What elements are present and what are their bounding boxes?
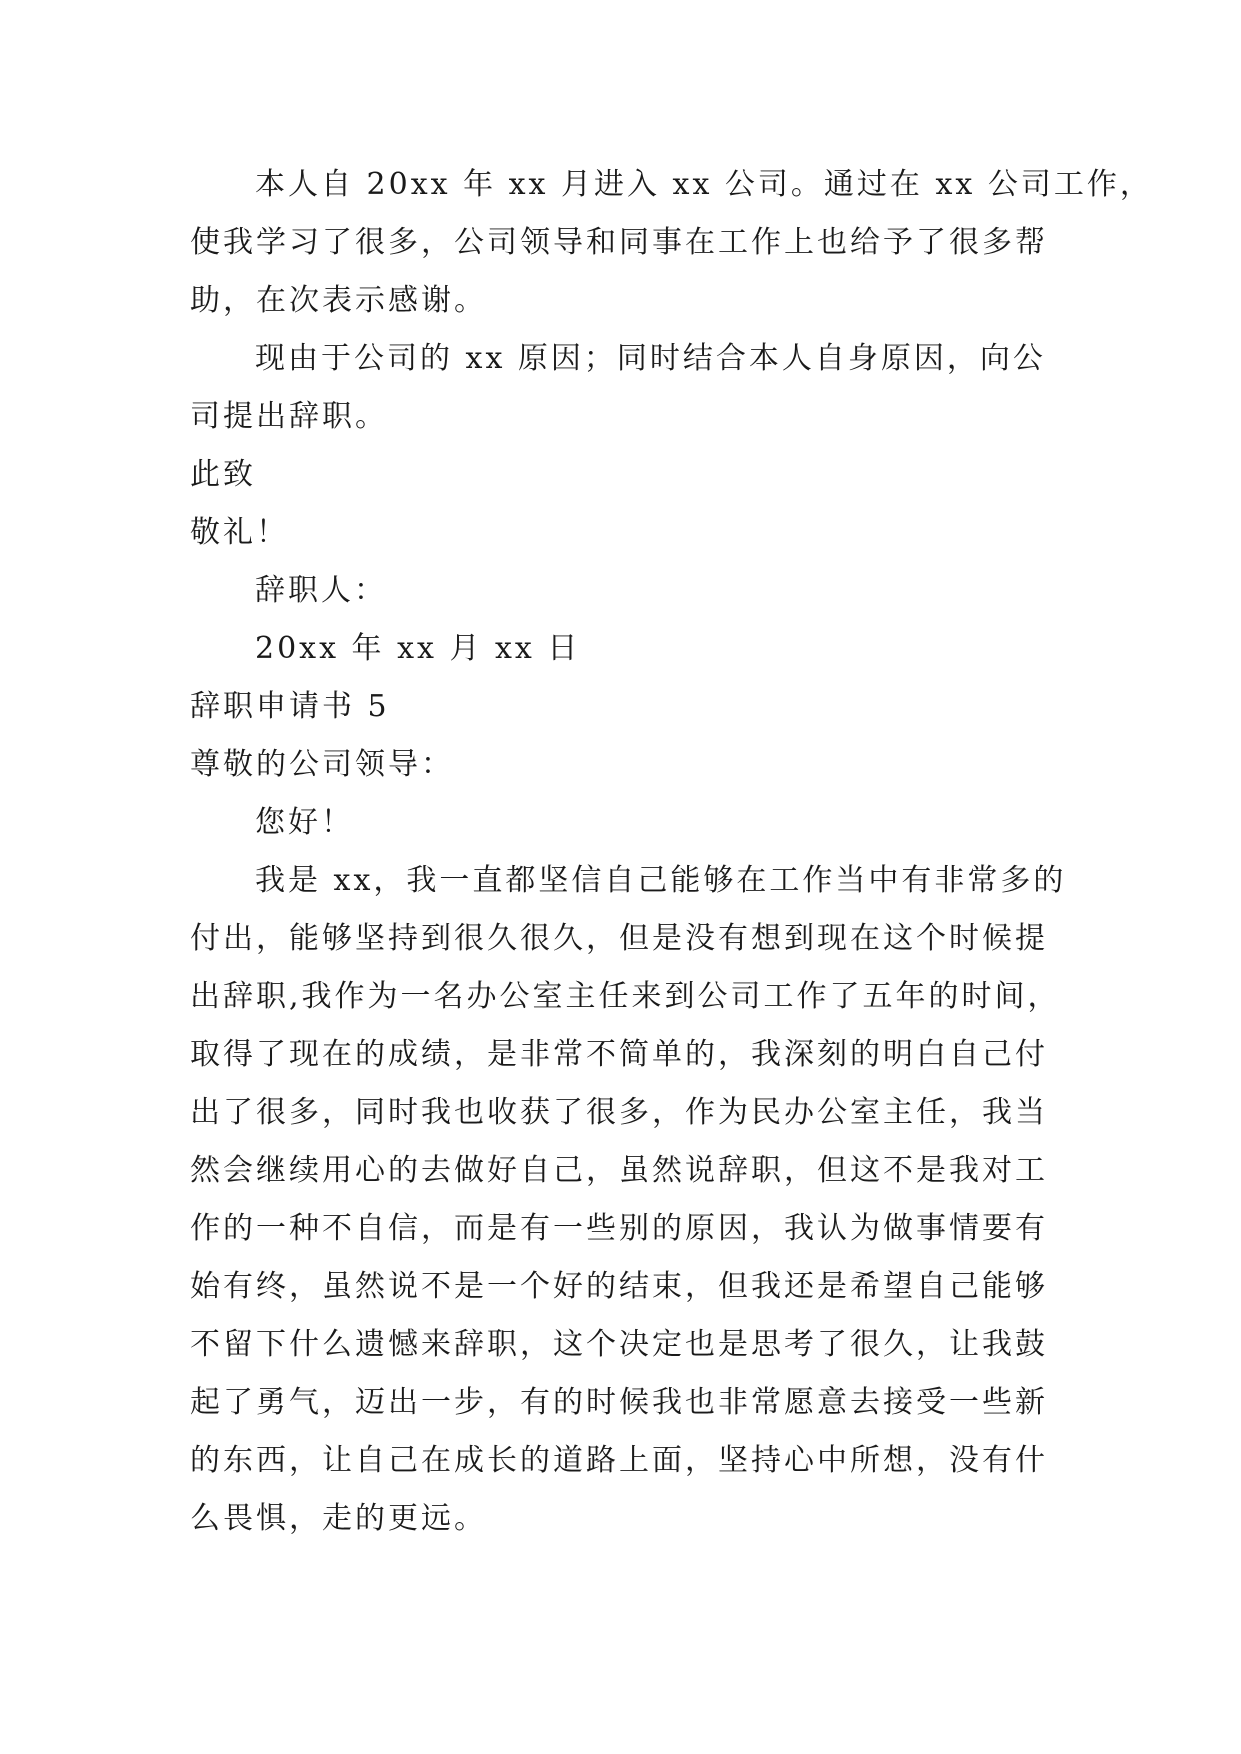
closing-regards: 敬礼！ [190,515,289,550]
paragraph-line: 作的一种不自信，而是有一些别的原因，我认为做事情要有 [190,1211,1048,1246]
paragraph-line: 使我学习了很多，公司领导和同事在工作上也给予了很多帮 [190,225,1048,260]
paragraph-line: 现由于公司的 xx 原因；同时结合本人自身原因，向公 [255,341,1046,376]
addressee: 尊敬的公司领导： [190,747,454,782]
paragraph-line: 付出，能够坚持到很久很久，但是没有想到现在这个时候提 [190,921,1048,956]
paragraph-line: 起了勇气，迈出一步，有的时候我也非常愿意去接受一些新 [190,1385,1048,1420]
paragraph-line: 我是 xx，我一直都坚信自己能够在工作当中有非常多的 [255,863,1067,898]
paragraph-line: 出了很多，同时我也收获了很多，作为民办公室主任，我当 [190,1095,1048,1130]
paragraph-line: 始有终，虽然说不是一个好的结束，但我还是希望自己能够 [190,1269,1048,1304]
greeting: 您好！ [255,805,354,840]
paragraph-line: 本人自 20xx 年 xx 月进入 xx 公司。通过在 xx 公司工作， [255,167,1153,202]
paragraph-line: 取得了现在的成绩，是非常不简单的，我深刻的明白自己付 [190,1037,1048,1072]
paragraph-line: 的东西，让自己在成长的道路上面，坚持心中所想，没有什 [190,1443,1048,1478]
date-line: 20xx 年 xx 月 xx 日 [255,631,581,666]
closing-salutation: 此致 [190,457,256,492]
paragraph-line: 助，在次表示感谢。 [190,283,487,318]
paragraph-line: 司提出辞职。 [190,399,388,434]
signature-label: 辞职人： [255,573,387,608]
paragraph-line: 出辞职,我作为一名办公室主任来到公司工作了五年的时间， [190,979,1061,1014]
paragraph-line: 么畏惧，走的更远。 [190,1501,487,1536]
paragraph-line: 不留下什么遗憾来辞职，这个决定也是思考了很久，让我鼓 [190,1327,1048,1362]
section-title: 辞职申请书 5 [190,689,390,724]
paragraph-line: 然会继续用心的去做好自己，虽然说辞职，但这不是我对工 [190,1153,1048,1188]
